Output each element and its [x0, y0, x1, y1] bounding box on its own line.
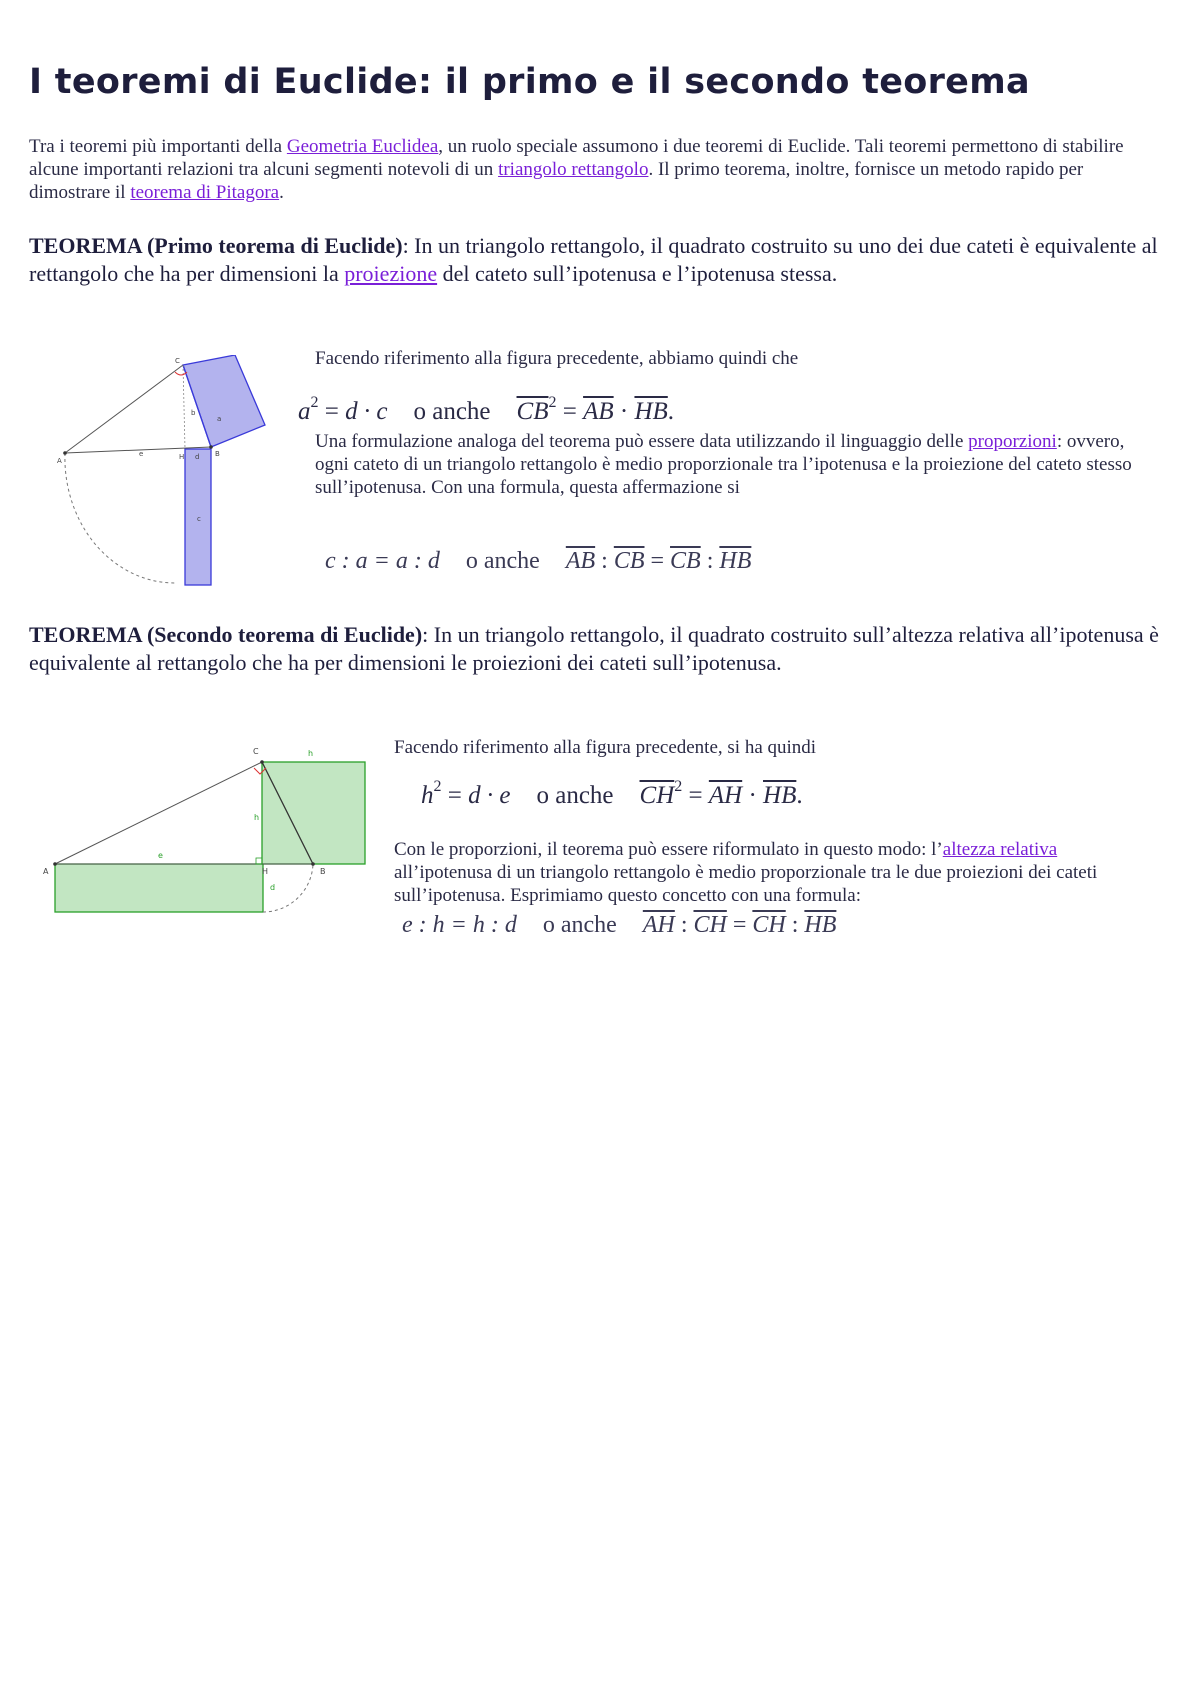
section-1-text: Una formulazione analoga del teorema può essere data utilizzando il linguaggio delle [315, 431, 969, 452]
formula-op: = [644, 548, 671, 574]
formula-segment: $\overline{CH}$ [693, 912, 727, 938]
section-1-ref-text: Facendo riferimento alla figura precedente, abbiamo quindi che [315, 348, 799, 369]
formula-segment: $\overline{AH}$ [708, 782, 743, 809]
formula-op: . [796, 782, 803, 809]
link-teorema-pitagora[interactable]: teorema di Pitagora [130, 182, 280, 203]
theorem-1-label: TEOREMA (Primo teorema di Euclide) [29, 233, 403, 258]
formula-exp: 2 [548, 394, 557, 411]
label-side-c: c [197, 515, 201, 523]
formula-segment: $\overline{CB}$ [670, 548, 701, 574]
hypotenuse-side [55, 762, 262, 864]
formula-op: · [613, 398, 635, 425]
figure-first-theorem [55, 355, 285, 595]
link-proiezione[interactable]: proiezione [344, 261, 438, 286]
formula-oanche: o anche [465, 548, 540, 574]
formula-segment: $\overline{AB}$ [583, 398, 614, 425]
label-top-h: h [308, 749, 314, 758]
label-b: B [215, 450, 220, 458]
formula-term: e : h = h : d [402, 912, 517, 938]
label-a: A [43, 867, 49, 876]
formula-op: = [682, 782, 709, 809]
formula-term: h [421, 782, 434, 809]
link-altezza-relativa[interactable]: altezza relativa [942, 839, 1058, 860]
section-1-paragraph [315, 430, 1135, 499]
label-h: H [179, 453, 185, 461]
intro-text: , un ruolo speciale assumono i due teoremi di Euclide. Tali teoremi permettono di stabilire alcune importanti relazioni tra alcuni segmenti notevoli di un [29, 136, 1124, 180]
theorem-1 [29, 232, 1179, 288]
arc [65, 453, 175, 583]
formula-segment: $\overline{CH}$ [639, 782, 675, 809]
label-side-a: a [217, 415, 222, 423]
point-b [209, 445, 213, 449]
formula-segment: $\overline{HB}$ [719, 548, 752, 574]
formula-oanche: o anche [542, 912, 617, 938]
formula-segment: $\overline{HB}$ [763, 782, 797, 809]
label-side-d: d [270, 883, 276, 892]
formula-oanche: o anche [413, 398, 491, 425]
point-a [53, 862, 57, 866]
section-2-text: Con le proporzioni, il teorema può essere riformulato in questo modo: l’ [394, 839, 943, 860]
formula-term: d · c [345, 398, 388, 425]
label-a: A [57, 457, 62, 465]
right-angle-mark-h [256, 858, 262, 864]
formula-segment: $\overline{CH}$ [752, 912, 786, 938]
intro-text: . [279, 182, 284, 203]
formula-first-theorem-proportion [325, 548, 751, 575]
formula-op: : [700, 548, 720, 574]
theorem-2-text: : In un triangolo rettangolo, il quadrato costruito sull’altezza relativa all’ipotenusa è equivalente al rettangolo che ha per dimensioni le proiezioni dei cateti sull’ipotenusa. [29, 622, 1159, 675]
link-triangolo-rettangolo[interactable]: triangolo rettangolo [498, 159, 649, 180]
label-side-d: d [195, 453, 200, 461]
formula-op: = [441, 782, 469, 809]
formula-op: : [595, 548, 614, 574]
rectangle-projections [55, 864, 263, 912]
label-c: C [253, 747, 259, 756]
formula-op: : [785, 912, 805, 938]
theorem-2 [29, 621, 1169, 677]
point-a [63, 451, 67, 455]
label-side-h: h [254, 813, 260, 822]
formula-op: : [674, 912, 694, 938]
formula-second-theorem [421, 778, 803, 810]
formula-term: d · e [468, 782, 511, 809]
formula-oanche: o anche [536, 782, 614, 809]
section-2-text: all’ipotenusa di un triangolo rettangolo è medio proporzionale tra le due proiezioni dei cateti sull’ipotenusa. Esprimiamo questo concetto con una formula: [394, 862, 1098, 906]
label-c: C [175, 357, 180, 365]
square-on-height [262, 762, 365, 864]
formula-op: = [556, 398, 584, 425]
label-b: B [320, 867, 326, 876]
formula-segment: $\overline{CB}$ [613, 548, 645, 574]
formula-segment: $\overline{AH}$ [642, 912, 675, 938]
formula-op: . [667, 398, 675, 425]
link-geometria-euclidea[interactable]: Geometria Euclidea [286, 136, 439, 157]
label-side-b: b [191, 409, 196, 417]
figure-second-theorem [40, 742, 370, 922]
formula-exp: 2 [674, 778, 683, 795]
formula-exp: 2 [433, 778, 442, 795]
formula-segment: $\overline{CB}$ [516, 398, 549, 425]
formula-first-theorem [298, 394, 674, 426]
formula-term: c : a = a : d [325, 548, 440, 574]
hypotenuse-side [65, 365, 183, 453]
theorem-2-label: TEOREMA (Secondo teorema di Euclide) [29, 622, 423, 647]
theorem-1-text: del cateto sull’ipotenusa e l’ipotenusa stessa. [437, 261, 838, 286]
formula-segment: $\overline{HB}$ [804, 912, 837, 938]
formula-op: = [318, 398, 346, 425]
formula-exp: 2 [310, 394, 319, 411]
intro-text: . Il primo teorema, inoltre, fornisce un metodo rapido per dimostrare il [29, 159, 1084, 203]
formula-second-theorem-proportion [402, 912, 836, 939]
point-c [260, 760, 264, 764]
point-b [311, 862, 315, 866]
section-2-ref-text: Facendo riferimento alla figura precedente, si ha quindi [394, 737, 817, 758]
label-side-e: e [158, 851, 163, 860]
formula-term: a [298, 398, 311, 425]
label-side-e: e [139, 450, 144, 458]
height-line [183, 365, 185, 449]
section-1-text: : ovvero, ogni cateto di un triangolo rettangolo è medio proporzionale tra l’ipotenusa e la proiezione del cateto stesso sull’ipotenusa. Con una formula, questa affermazione si [315, 431, 1132, 498]
formula-segment: $\overline{HB}$ [634, 398, 668, 425]
formula-op: = [726, 912, 753, 938]
label-h: H [262, 867, 269, 876]
formula-op: · [742, 782, 764, 809]
theorem-1-text: : In un triangolo rettangolo, il quadrato costruito su uno dei due cateti è equivalente al rettangolo che ha per dimensioni la [29, 233, 1158, 286]
intro-text: Tra i teoremi più importanti della [29, 136, 287, 157]
formula-segment: $\overline{AB}$ [565, 548, 596, 574]
link-proporzioni[interactable]: proporzioni [968, 431, 1057, 452]
page-title: I teoremi di Euclide: il primo e il secondo teorema [29, 62, 1030, 102]
section-2-paragraph [394, 838, 1154, 907]
intro-paragraph [29, 135, 1159, 204]
